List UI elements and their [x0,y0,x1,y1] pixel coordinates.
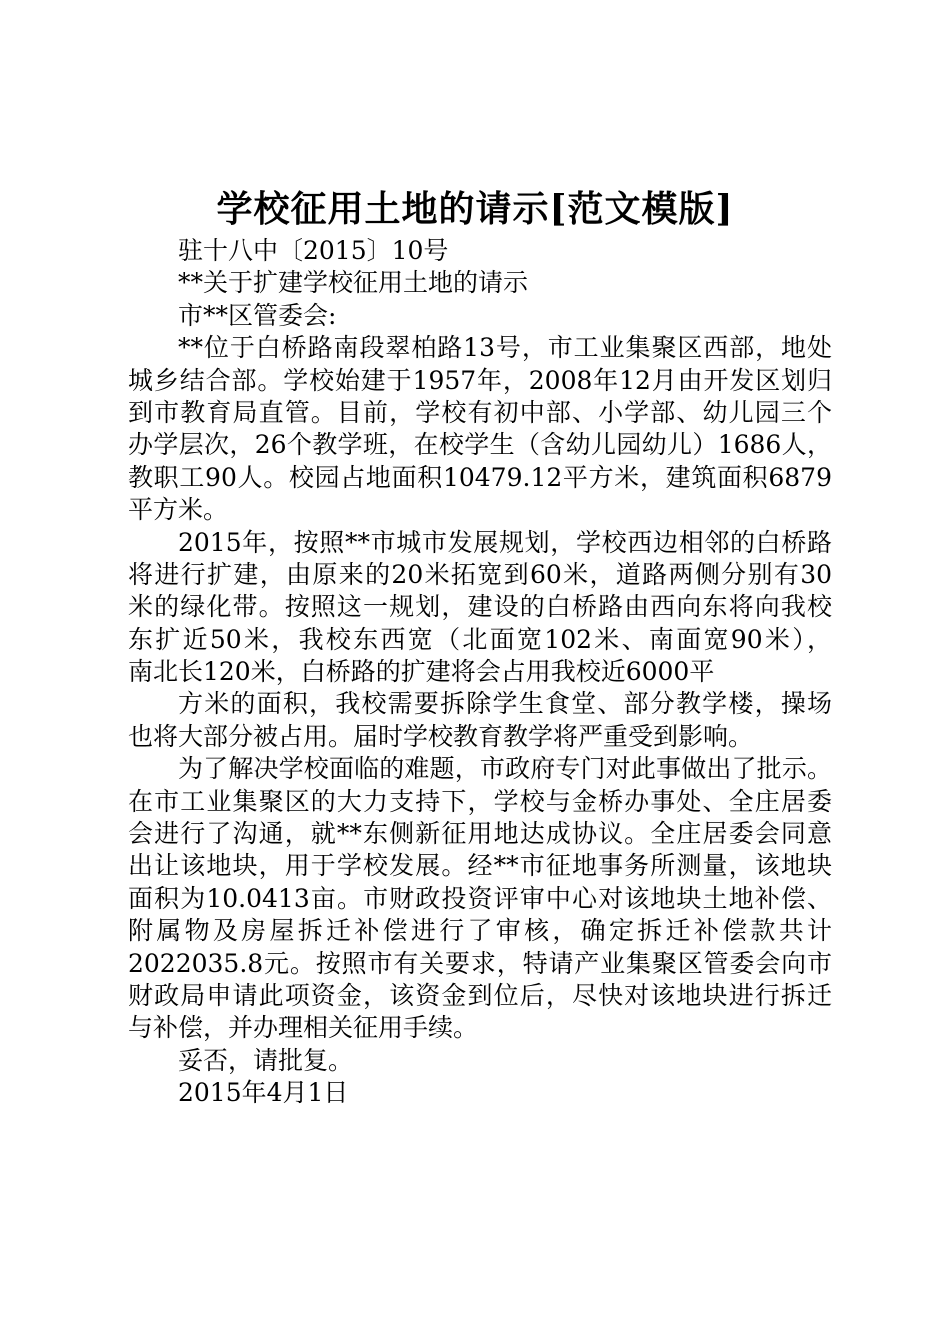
paragraph-line: 附属物及房屋拆迁补偿进行了审核，确定拆迁补偿款共计 [128,916,832,946]
paragraph-line: 出让该地块，用于学校发展。经**市征地事务所测量，该地块 [128,851,832,881]
paragraph-line: 到市教育局直管。目前，学校有初中部、小学部、幼儿园三个 [128,397,832,427]
paragraph-line: 2022035.8元。按照市有关要求，特请产业集聚区管委会向市 [128,948,832,978]
paragraph-line: 与补偿，并办理相关征用手续。 [128,1013,479,1043]
paragraph-line: **位于白桥路南段翠柏路13号，市工业集聚区西部，地处 [178,333,832,363]
recipient-line: 市**区管委会: [178,300,337,330]
document-title: 学校征用土地的请示[范文模版] [216,188,734,230]
paragraph-line: 为了解决学校面临的难题，市政府专门对此事做出了批示。 [178,754,832,784]
paragraph-line: 面积为10.0413亩。市财政投资评审中心对该地块土地补偿、 [128,883,832,913]
paragraph-line: 平方米。 [128,495,229,525]
paragraph-line: 在市工业集聚区的大力支持下，学校与金桥办事处、全庄居委 [128,786,832,816]
paragraph-2 [128,527,832,689]
closing-line: 妥否，请批复。 [178,1045,354,1075]
paragraph-line: 财政局申请此项资金，该资金到位后，尽快对该地块进行拆迁 [128,980,832,1010]
paragraph-1 [128,332,832,526]
document-subject: **关于扩建学校征用土地的请示 [178,268,529,298]
paragraph-line: 方米的面积，我校需要拆除学生食堂、部分教学楼，操场 [178,689,832,719]
paragraph-line: 南北长120米，白桥路的扩建将会占用我校近6000平 [128,657,715,687]
paragraph-4 [128,753,832,1045]
paragraph-line: 会进行了沟通，就**东侧新征用地达成协议。全庄居委会同意 [128,819,832,849]
paragraph-line: 东扩近50米，我校东西宽（北面宽102米、南面宽90米）， [128,624,832,654]
paragraph-3 [128,688,832,753]
paragraph-line: 米的绿化带。按照这一规划，建设的白桥路由西向东将向我校 [128,592,832,622]
paragraph-line: 教职工90人。校园占地面积10479.12平方米，建筑面积6879 [128,462,832,492]
paragraph-line: 办学层次，26个教学班，在校学生（含幼儿园幼儿）1686人， [128,430,832,460]
document-date: 2015年4月1日 [178,1078,349,1108]
paragraph-line: 城乡结合部。学校始建于1957年，2008年12月由开发区划归 [128,365,832,395]
document-body [128,235,832,1110]
paragraph-line: 2015年，按照**市城市发展规划，学校西边相邻的白桥路 [178,527,832,557]
paragraph-line: 也将大部分被占用。届时学校教育教学将严重受到影响。 [128,721,754,751]
paragraph-line: 将进行扩建，由原来的20米拓宽到60米，道路两侧分别有30 [128,559,832,589]
document-number: 驻十八中〔2015〕10号 [178,236,449,265]
